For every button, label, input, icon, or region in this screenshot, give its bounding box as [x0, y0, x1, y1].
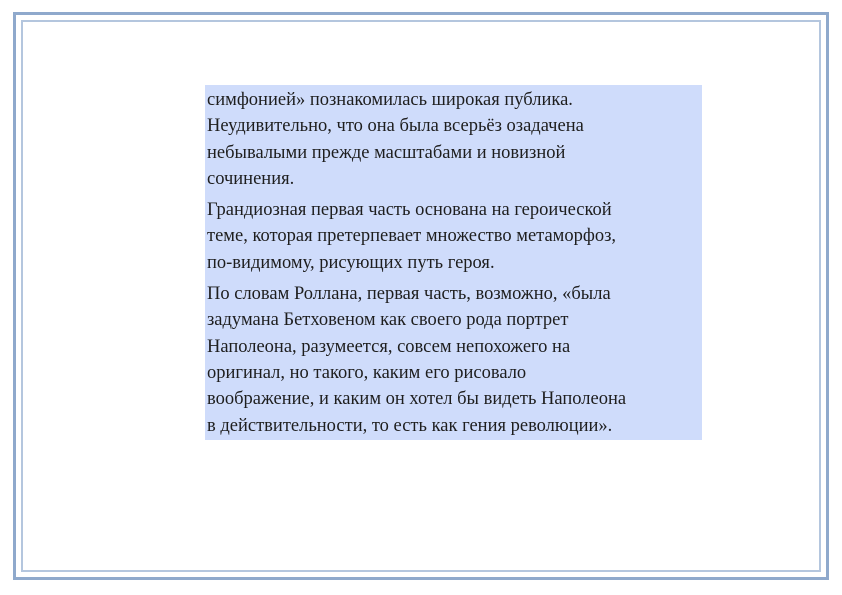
slide-text-block[interactable]: [205, 85, 702, 440]
paragraph-first-movement: Грандиозная первая часть основана на героической теме, которая претерпевает множество метаморфоз, по-видимому, рисующих путь героя.: [207, 200, 617, 273]
paragraph-rolland-quote: По словам Роллана, первая часть, возможно, «была задумана Бетховеном как своего рода портрет Наполеона, разумеется, совсем непохожего на оригинал, но такого, каким его рисовало воображение, и каким он хотел бы видеть Наполеона в действительности, то есть как гения революции».: [207, 284, 627, 436]
paragraph-intro: симфонией» познакомилась широкая публика. Неудивительно, что она была всерьёз озадачена небывалыми прежде масштабами и новизной сочинения.: [207, 90, 584, 189]
